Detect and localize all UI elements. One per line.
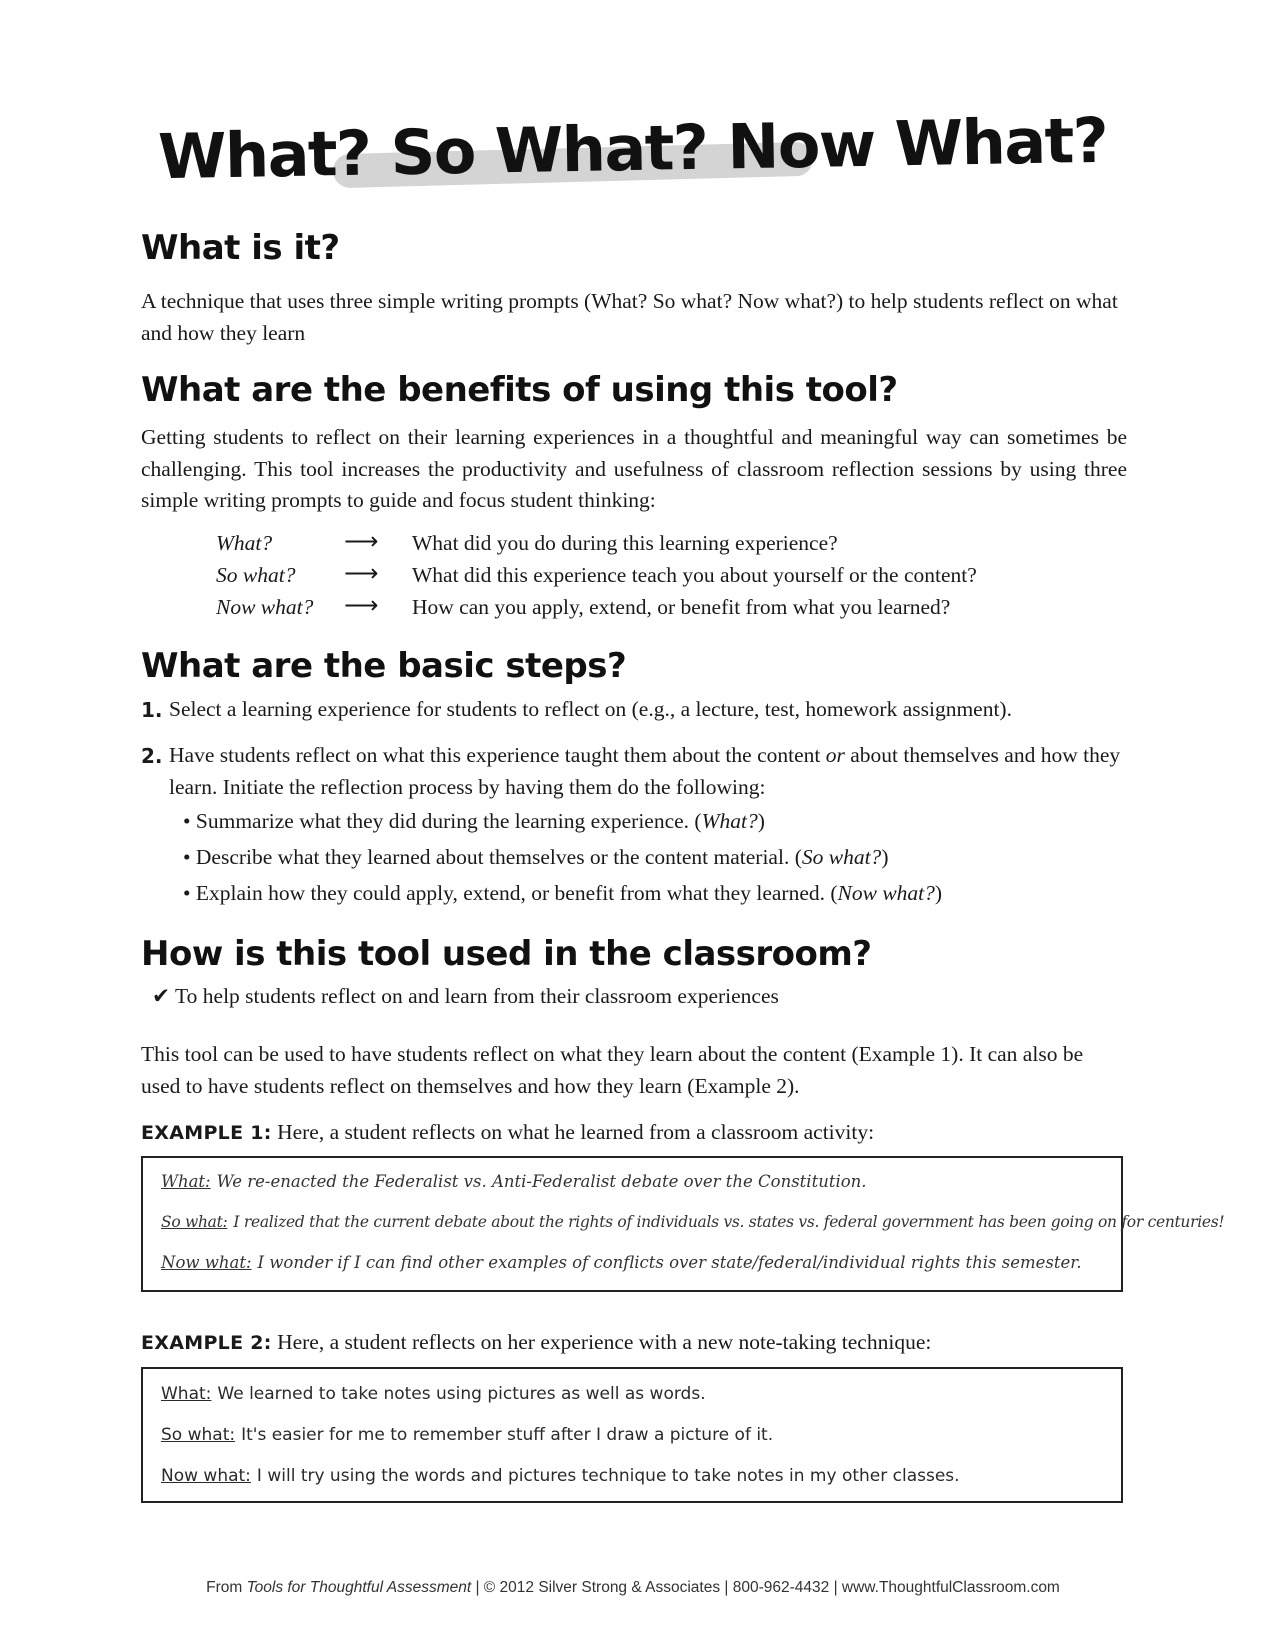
prompt-label: What? [216,531,273,555]
step-number: 2. [141,744,163,768]
example-line: Now what: I will try using the words and pictures technique to take notes in my other classes. [161,1466,960,1486]
heading-basic-steps: What are the basic steps? [141,646,627,686]
heading-benefits: What are the benefits of using this tool? [141,370,898,410]
prompt-question: What did this experience teach you about yourself or the content? [412,563,977,587]
step-number: 1. [141,698,163,722]
page-title [0,103,1266,194]
example-line: What: We learned to take notes using pictures as well as words. [161,1384,706,1404]
heading-what-is-it: What is it? [141,228,340,268]
right-arrow-icon: ⟶ [344,527,379,555]
example-1-box [141,1156,1225,1292]
classroom-check-item [152,984,779,1009]
footer-book-title: Tools for Thoughtful Assessment [246,1579,472,1596]
right-arrow-icon: ⟶ [344,591,379,619]
example-2-box [141,1367,1123,1503]
prompt-label: So what? [216,563,296,587]
prompt-question: How can you apply, extend, or benefit from what you learned? [412,595,951,619]
step-2-text: Have students reflect on what this experience taught them about the content or about themselves and how they learn. Initiate the reflection process by having them do the following: [169,743,1121,799]
prompt-label: Now what? [216,595,314,619]
page-title-text: What? So What? Now What? [157,103,1109,194]
heading-classroom-use: How is this tool used in the classroom? [141,934,872,974]
example-1-label: EXAMPLE 1: Here, a student reflects on what he learned from a classroom activity: [141,1120,875,1144]
example-line: So what: I realized that the current debate about the rights of individuals vs. states vs. federal government has been going on for centuries! [161,1213,1225,1231]
prompt-question: What did you do during this learning experience? [412,531,838,555]
example-2-label: EXAMPLE 2: Here, a student reflects on her experience with a new note-taking technique: [141,1330,932,1354]
step-bullet: • Describe what they learned about themselves or the content material. (So what?) [183,845,889,869]
what-is-it-body: A technique that uses three simple writing prompts (What? So what? Now what?) to help students reflect on what and how they learn [141,289,1118,345]
page-footer: From Tools for Thoughtful Assessment | © 2012 Silver Strong & Associates | 800-962-4432 | www.ThoughtfulClassroom.com [206,1579,1060,1596]
step-bullet: • Explain how they could apply, extend, or benefit from what they learned. (Now what?) [183,881,943,905]
checkmark-icon: ✔ [152,984,171,1008]
classroom-body: This tool can be used to have students reflect on what they learn about the content (Example 1). It can also be used to have students reflect on themselves and how they learn (Example 2). [141,1042,1084,1098]
benefits-body: Getting students to reflect on their learning experiences in a thoughtful and meaningful way can sometimes be challenging. This tool increases the productivity and usefulness of classroom reflection sessions by using three simple writing prompts to guide and focus student thinking: [141,425,1127,512]
step-bullet: • Summarize what they did during the learning experience. (What?) [183,809,765,833]
step-1-text: Select a learning experience for students to reflect on (e.g., a lecture, test, homework assignment). [169,697,1012,721]
example-line: Now what: I wonder if I can find other examples of conflicts over state/federal/individual rights this semester. [161,1253,1082,1272]
example-line: What: We re-enacted the Federalist vs. Anti-Federalist debate over the Constitution. [161,1172,867,1191]
example-line: So what: It's easier for me to remember stuff after I draw a picture of it. [161,1425,774,1445]
check-item-text: To help students reflect on and learn from their classroom experiences [175,984,779,1008]
right-arrow-icon: ⟶ [344,559,379,587]
